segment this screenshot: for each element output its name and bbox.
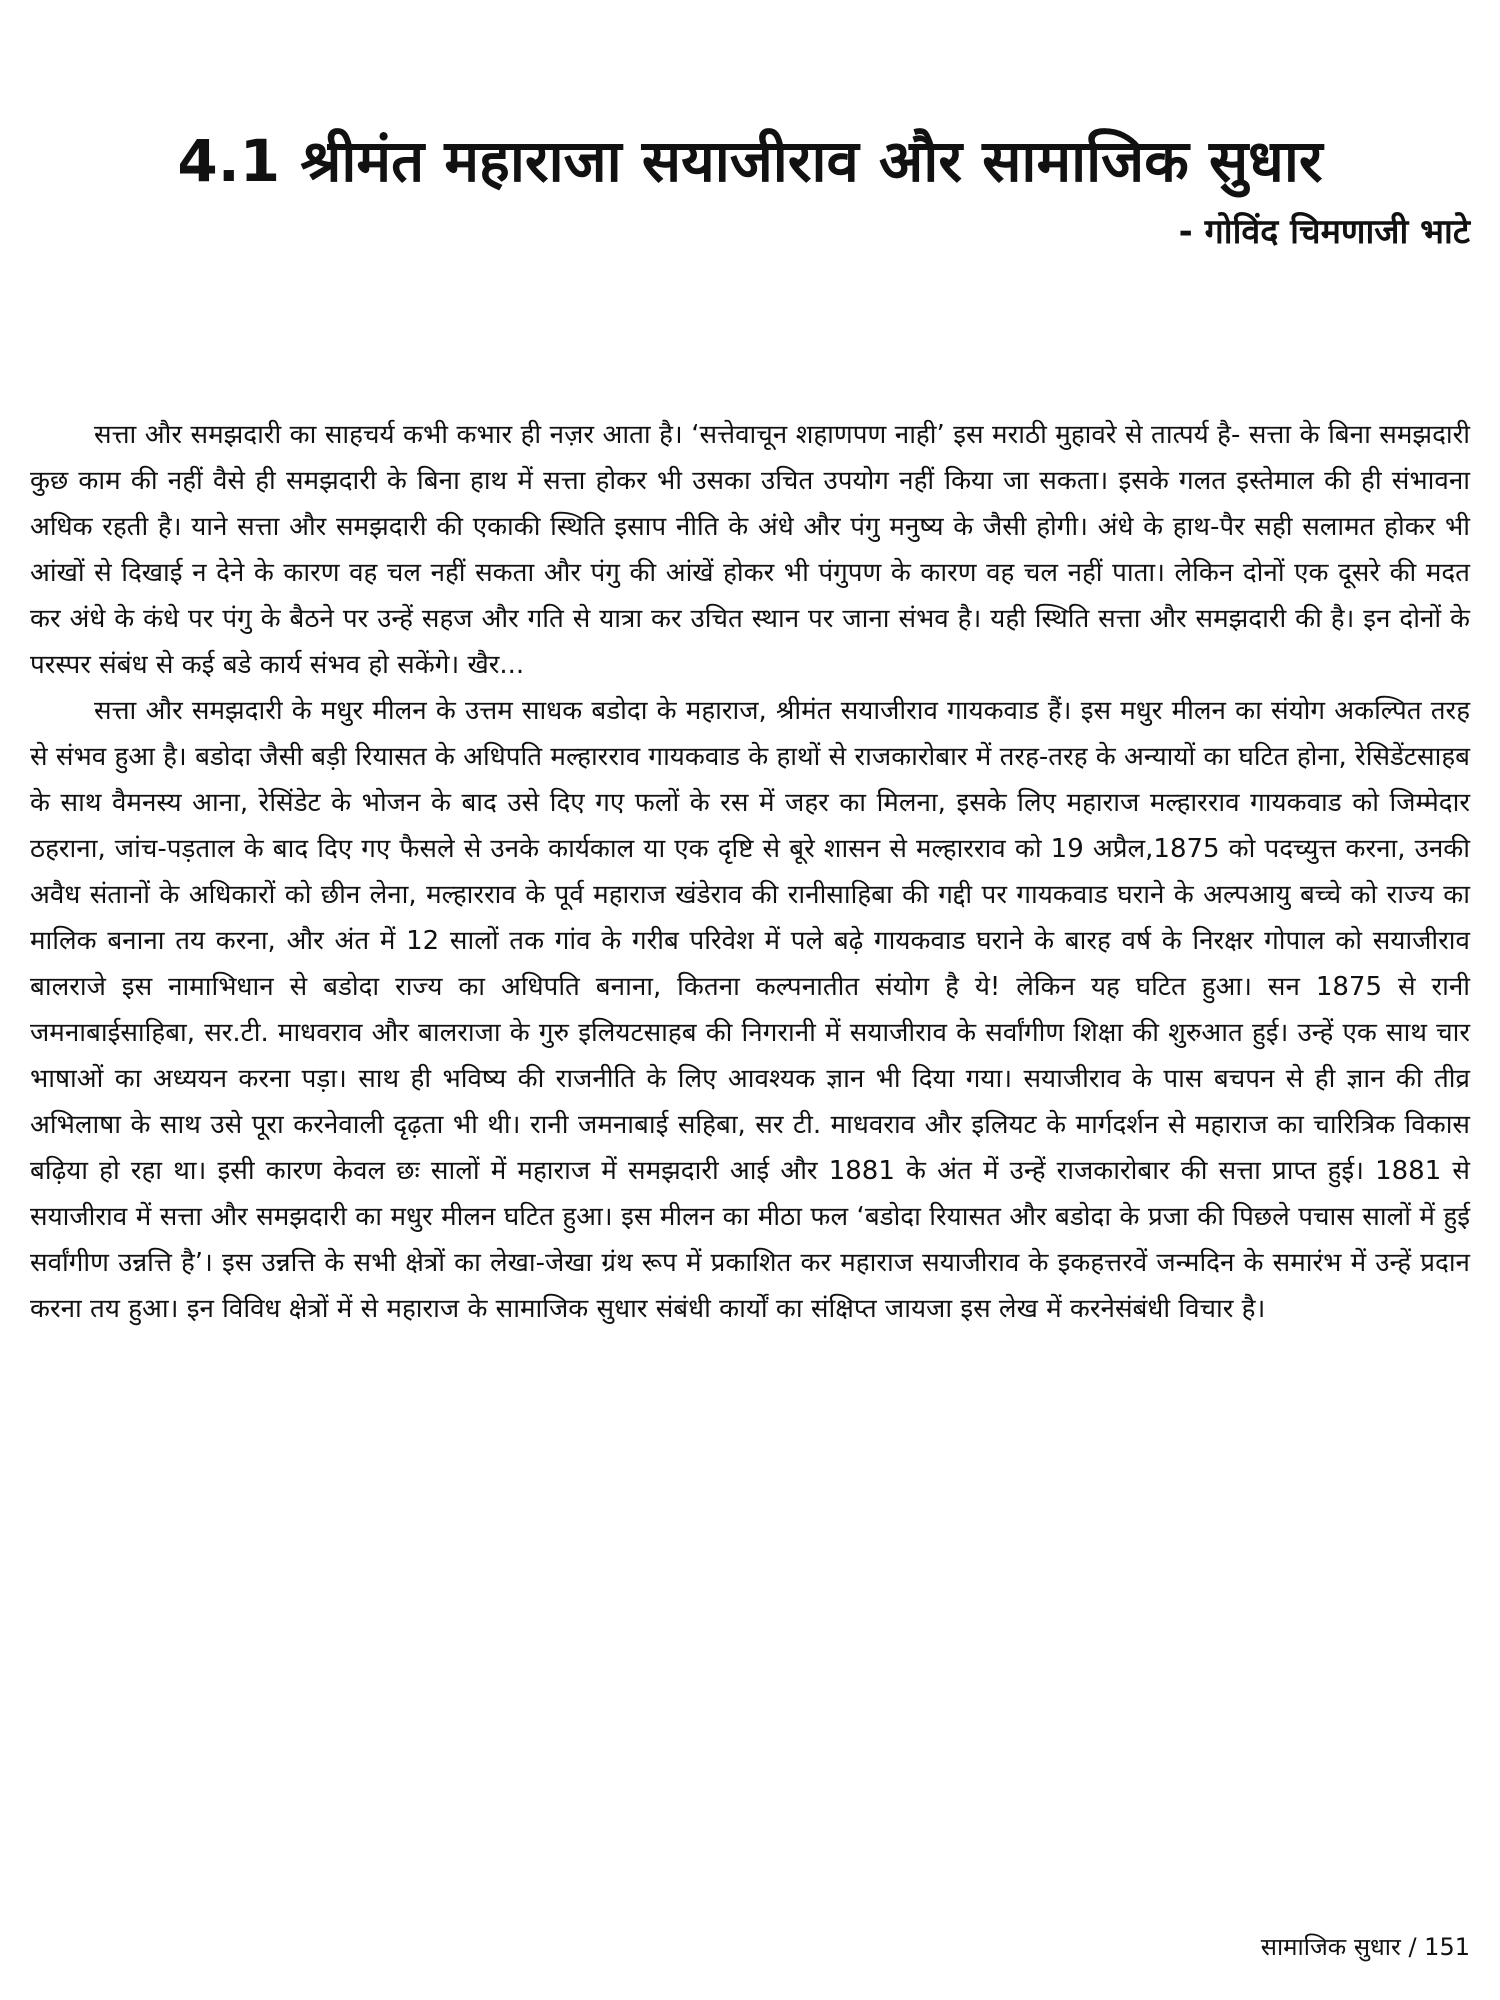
page-title: 4.1 श्रीमंत महाराजा सयाजीराव और सामाजिक सुधार bbox=[177, 127, 1323, 195]
paragraph: सत्ता और समझदारी के मधुर मीलन के उत्तम साधक बडोदा के महाराज, श्रीमंत सयाजीराव गायकवाड हैं। इस मधुर मीलन का संयोग अकल्पित तरह से संभव हुआ है। बडोदा जैसी बड़ी रियासत के अधिपति मल्हारराव गायकवाड के हाथों से राजकारोबार में तरह-तरह के अन्यायों का घटित होना, रेसिडेंटसाहब के साथ वैमनस्य आना, रेसिंडेट के भोजन के बाद उसे दिए गए फलों के रस में जहर का मिलना, इसके लिए महाराज मल्हारराव गायकवाड को जिम्मेदार ठहराना, जांच-पड़ताल के बाद दिए गए फैसले से उनके कार्यकाल या एक दृष्टि से बूरे शासन से मल्हारराव को 19 अप्रैल,1875 को पदच्युत्त करना, उनकी अवैध संतानों के अधिकारों को छीन लेना, मल्हारराव के पूर्व महाराज खंडेराव की रानीसाहिबा की गद्दी पर गायकवाड घराने के अल्पआयु बच्चे को राज्य का मालिक बनाना तय करना, और अंत में 12 सालों तक गांव के गरीब परिवेश में पले बढ़े गायकवाड घराने के बारह वर्ष के निरक्षर गोपाल को सयाजीराव बालराजे इस नामाभिधान से बडोदा राज्य का अधिपति बनाना, कितना कल्पनातीत संयोग है ये! लेकिन यह घटित हुआ। सन 1875 से रानी जमनाबाईसाहिबा, सर.टी. माधवराव और बालराजा के गुरु इलियटसाहब की निगरानी में सयाजीराव के सर्वांगीण शिक्षा की शुरुआत हुई। उन्हें एक साथ चार भाषाओं का अध्ययन करना पड़ा। साथ ही भविष्य की राजनीति के लिए आवश्यक ज्ञान भी दिया गया। सयाजीराव के पास बचपन से ही ज्ञान की तीव्र अभिलाषा के साथ उसे पूरा करनेवाली दृढ़ता भी थी। रानी जमनाबाई सहिबा, सर टी. माधवराव और इलियट के मार्गदर्शन से महाराज का चारित्रिक विकास बढ़िया हो रहा था। इसी कारण केवल छः सालों में महाराज में समझदारी आई और 1881 के अंत में उन्हें राजकारोबार की सत्ता प्राप्त हुई। 1881 से सयाजीराव में सत्ता और समझदारी का मधुर मीलन घटित हुआ। इस मीलन का मीठा फल ‘बडोदा रियासत और बडोदा के प्रजा की पिछले पचास सालों में हुई सर्वांगीण उन्नत्ति है’। इस उन्नत्ति के सभी क्षेत्रों का लेखा-जेखा ग्रंथ रूप में प्रकाशित कर महाराज सयाजीराव के इकहत्तरवें जन्मदिन के समारंभ में उन्हें प्रदान करना तय हुआ। इन विविध क्षेत्रों में से महाराज के सामाजिक सुधार संबंधी कार्यों का संक्षिप्त जायजा इस लेख में करनेसंबंधी विचार है। bbox=[30, 696, 1470, 1324]
paragraph: सत्ता और समझदारी का साहचर्य कभी कभार ही नज़र आता है। ‘सत्तेवाचून शहाणपण नाही’ इस मराठी मुहावरे से तात्पर्य है- सत्ता के बिना समझदारी कुछ काम की नहीं वैसे ही समझदारी के बिना हाथ में सत्ता होकर भी उसका उचित उपयोग नहीं किया जा सकता। इसके गलत इस्तेमाल की ही संभावना अधिक रहती है। याने सत्ता और समझदारी की एकाकी स्थिति इसाप नीति के अंधे और पंगु मनुष्य के जैसी होगी। अंधे के हाथ-पैर सही सलामत होकर भी आंखों से दिखाई न देने के कारण वह चल नहीं सकता और पंगु की आंखें होकर भी पंगुपण के कारण वह चल नहीं पाता। लेकिन दोनों एक दूसरे की मदत कर अंधे के कंधे पर पंगु के बैठने पर उन्हें सहज और गति से यात्रा कर उचित स्थान पर जाना संभव है। यही स्थिति सत्ता और समझदारी की है। इन दोनों के परस्पर संबंध से कई बडे कार्य संभव हो सकेंगे। खैर... bbox=[30, 420, 1470, 680]
page-footer: सामाजिक सुधार / 151 bbox=[1260, 1933, 1470, 1961]
author-byline: - गोविंद चिमणाजी भाटे bbox=[1178, 212, 1470, 252]
article-body bbox=[30, 412, 1470, 1332]
